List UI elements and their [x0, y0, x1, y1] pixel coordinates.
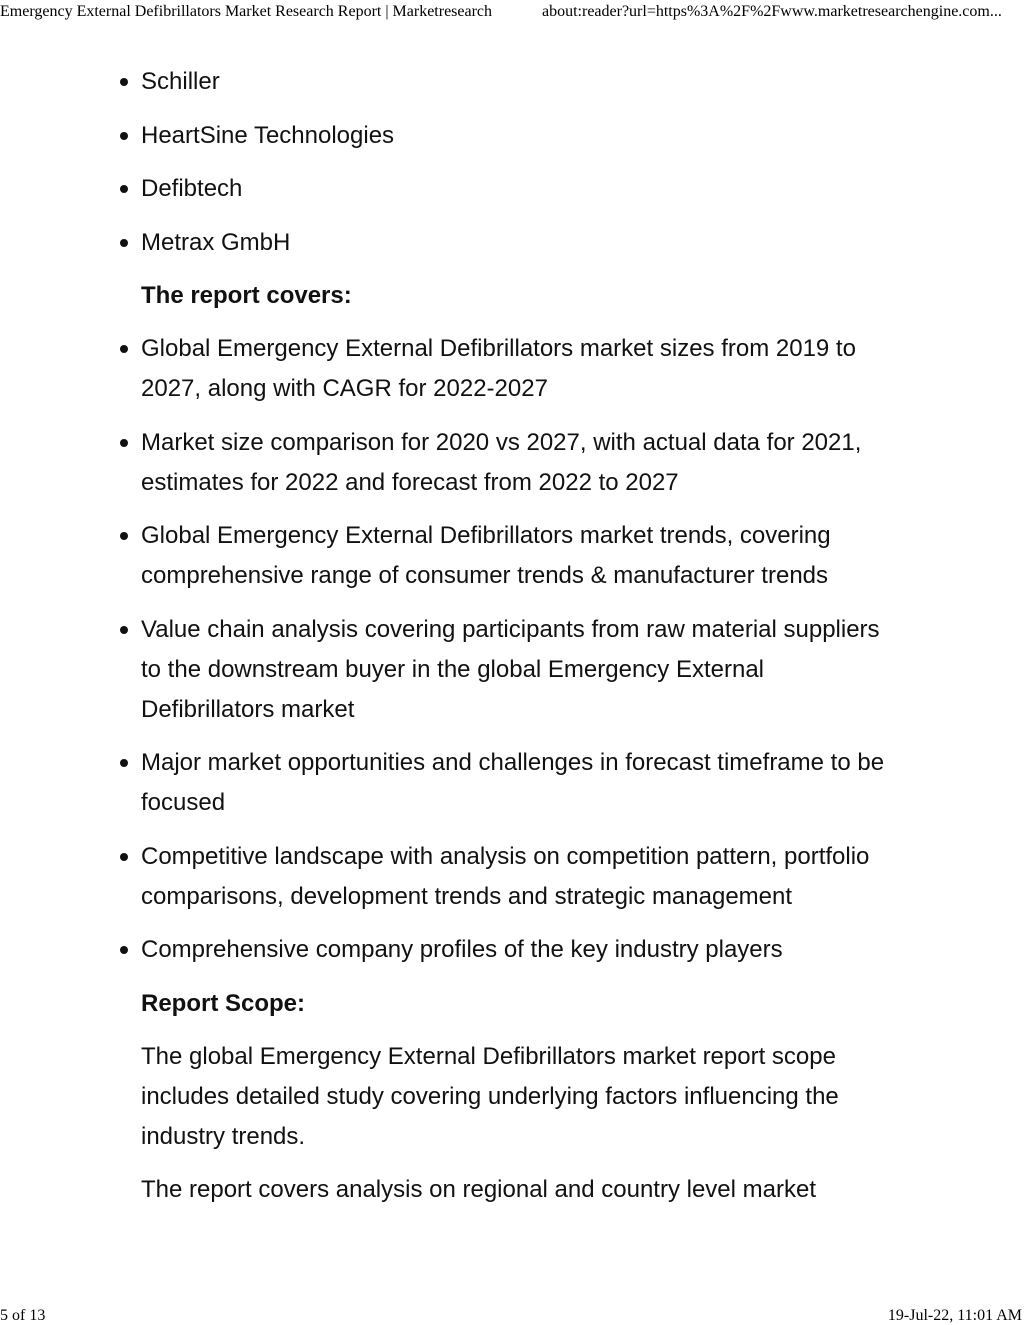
list-item: Major market opportunities and challenges in forecast timeframe to be focused: [141, 743, 891, 823]
page-number: 5 of 13: [0, 1307, 46, 1324]
company-list: [141, 62, 891, 263]
report-covers-heading: The report covers:: [141, 282, 352, 309]
list-item: Global Emergency External Defibrillators market trends, covering comprehensive range of consumer trends & manufacturer trends: [141, 516, 891, 596]
page-url: about:reader?url=https%3A%2F%2Fwww.marketresearchengine.com...: [542, 3, 1002, 20]
list-item: Global Emergency External Defibrillators market sizes from 2019 to 2027, along with CAGR for 2022-2027: [141, 329, 891, 409]
list-item: Metrax GmbH: [141, 223, 891, 263]
list-item: Market size comparison for 2020 vs 2027, with actual data for 2021, estimates for 2022 and forecast from 2022 to 2027: [141, 423, 891, 503]
list-item: Competitive landscape with analysis on competition pattern, portfolio comparisons, development trends and strategic management: [141, 837, 891, 917]
list-item: Schiller: [141, 62, 891, 102]
report-scope-heading: Report Scope:: [141, 989, 306, 1017]
list-item: Defibtech: [141, 169, 891, 209]
report-scope-paragraph: The report covers analysis on regional and country level market: [141, 1175, 816, 1203]
print-footer: [0, 1306, 1024, 1325]
article-content: [141, 62, 891, 1223]
list-item: HeartSine Technologies: [141, 116, 891, 156]
list-item: Value chain analysis covering participants from raw material suppliers to the downstream buyer in the global Emergency External Defibrillators market: [141, 610, 891, 730]
print-header: [0, 2, 1024, 22]
print-datetime: 19-Jul-22, 11:01 AM: [887, 1307, 1022, 1324]
page-title: Emergency External Defibrillators Market Research Report | Marketresearch: [0, 3, 493, 20]
report-covers-list: [141, 329, 891, 970]
list-item: Comprehensive company profiles of the key industry players: [141, 930, 891, 970]
report-scope-paragraph: The global Emergency External Defibrillators market report scope includes detailed study covering underlying factors influencing the industry trends.: [141, 1042, 839, 1150]
